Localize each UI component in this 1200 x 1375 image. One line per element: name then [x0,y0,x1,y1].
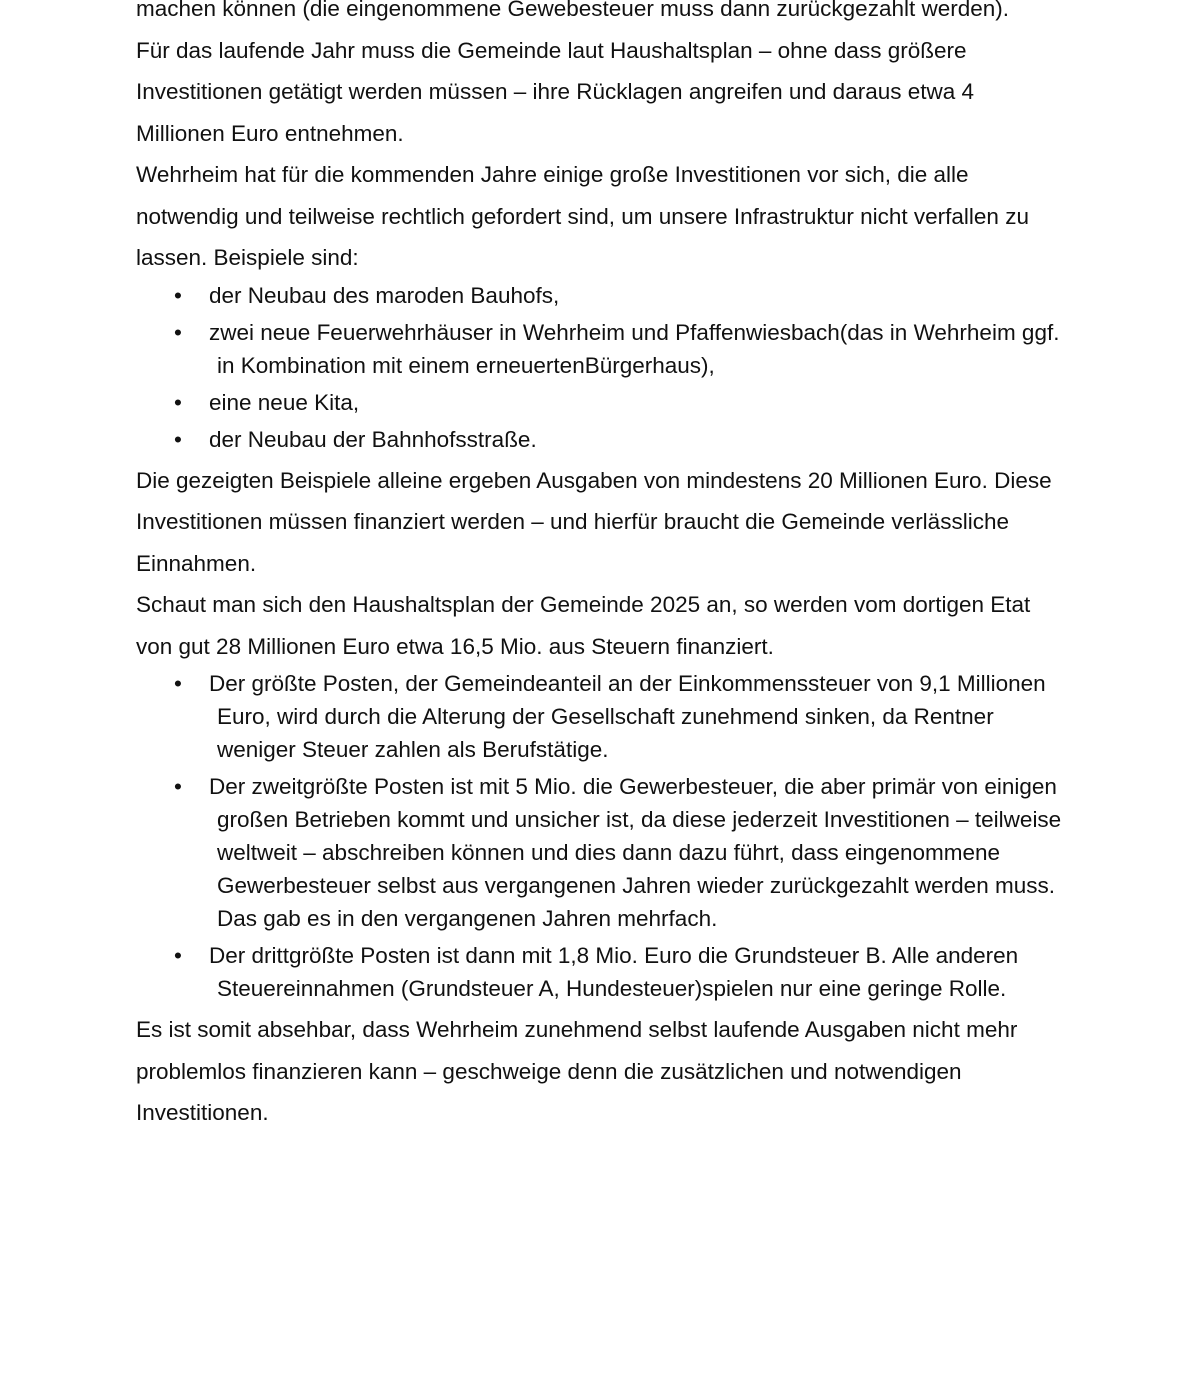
paragraph-expenses: Die gezeigten Beispiele alleine ergeben Ausgaben von mindestens 20 Millionen Euro. Diese Investitionen müssen finanziert werden – und hierfür braucht die Gemeinde verlässliche Einnahmen. [136,467,1052,576]
list-item: • Der größte Posten, der Gemeindeanteil an der Einkommenssteuer von 9,1 Millionen Euro, wird durch die Alterung der Gesellschaft zunehmend sinken, da Rentner weniger Steuer zahlen als Berufstätige. [191,667,1066,766]
list-item: • der Neubau des maroden Bauhofs, [191,279,1066,312]
tax-list [136,667,1066,1005]
paragraph-investments-intro: Wehrheim hat für die kommenden Jahre einige große Investitionen vor sich, die alle notwendig und teilweise rechtlich gefordert sind, um unsere Infrastruktur nicht verfallen zu lassen. Beispiele sind: [136,162,1029,270]
paragraph-continuation: machen können (die eingenommene Gewebesteuer muss dann zurückgezahlt werden). [136,0,1010,21]
list-item: • Der drittgrößte Posten ist dann mit 1,8 Mio. Euro die Grundsteuer B. Alle anderen Steuereinnahmen (Grundsteuer A, Hundesteuer)spielen nur eine geringe Rolle. [191,939,1066,1005]
document-body [136,0,1066,1134]
paragraph-budget-reserves: Für das laufende Jahr muss die Gemeinde laut Haushaltsplan – ohne dass größere Investitionen getätigt werden müssen – ihre Rücklagen angreifen und daraus etwa 4 Millionen Euro entnehmen. [136,37,975,146]
investment-list [136,279,1066,456]
paragraph-conclusion: Es ist somit absehbar, dass Wehrheim zunehmend selbst laufende Ausgaben nicht mehr problemlos finanzieren kann – geschweige denn die zusätzlichen und notwendigen Investitionen. [136,1017,1018,1125]
list-item: • der Neubau der Bahnhofsstraße. [191,423,1066,456]
list-item: • zwei neue Feuerwehrhäuser in Wehrheim und Pfaffenwiesbach(das in Wehrheim ggf. in Kombination mit einem erneuertenBürgerhaus), [191,316,1066,382]
list-item: • Der zweitgrößte Posten ist mit 5 Mio. die Gewerbesteuer, die aber primär von einigen großen Betrieben kommt und unsicher ist, da diese jederzeit Investitionen – teilweise weltweit – abschreiben können und dies dann dazu führt, dass eingenommene Gewerbesteuer selbst aus vergangenen Jahren wieder zurückgezahlt werden muss. Das gab es in den vergangenen Jahren mehrfach. [191,770,1066,935]
paragraph-budget-2025: Schaut man sich den Haushaltsplan der Gemeinde 2025 an, so werden vom dortigen Etat von gut 28 Millionen Euro etwa 16,5 Mio. aus Steuern finanziert. [136,592,1031,659]
list-item: • eine neue Kita, [191,386,1066,419]
